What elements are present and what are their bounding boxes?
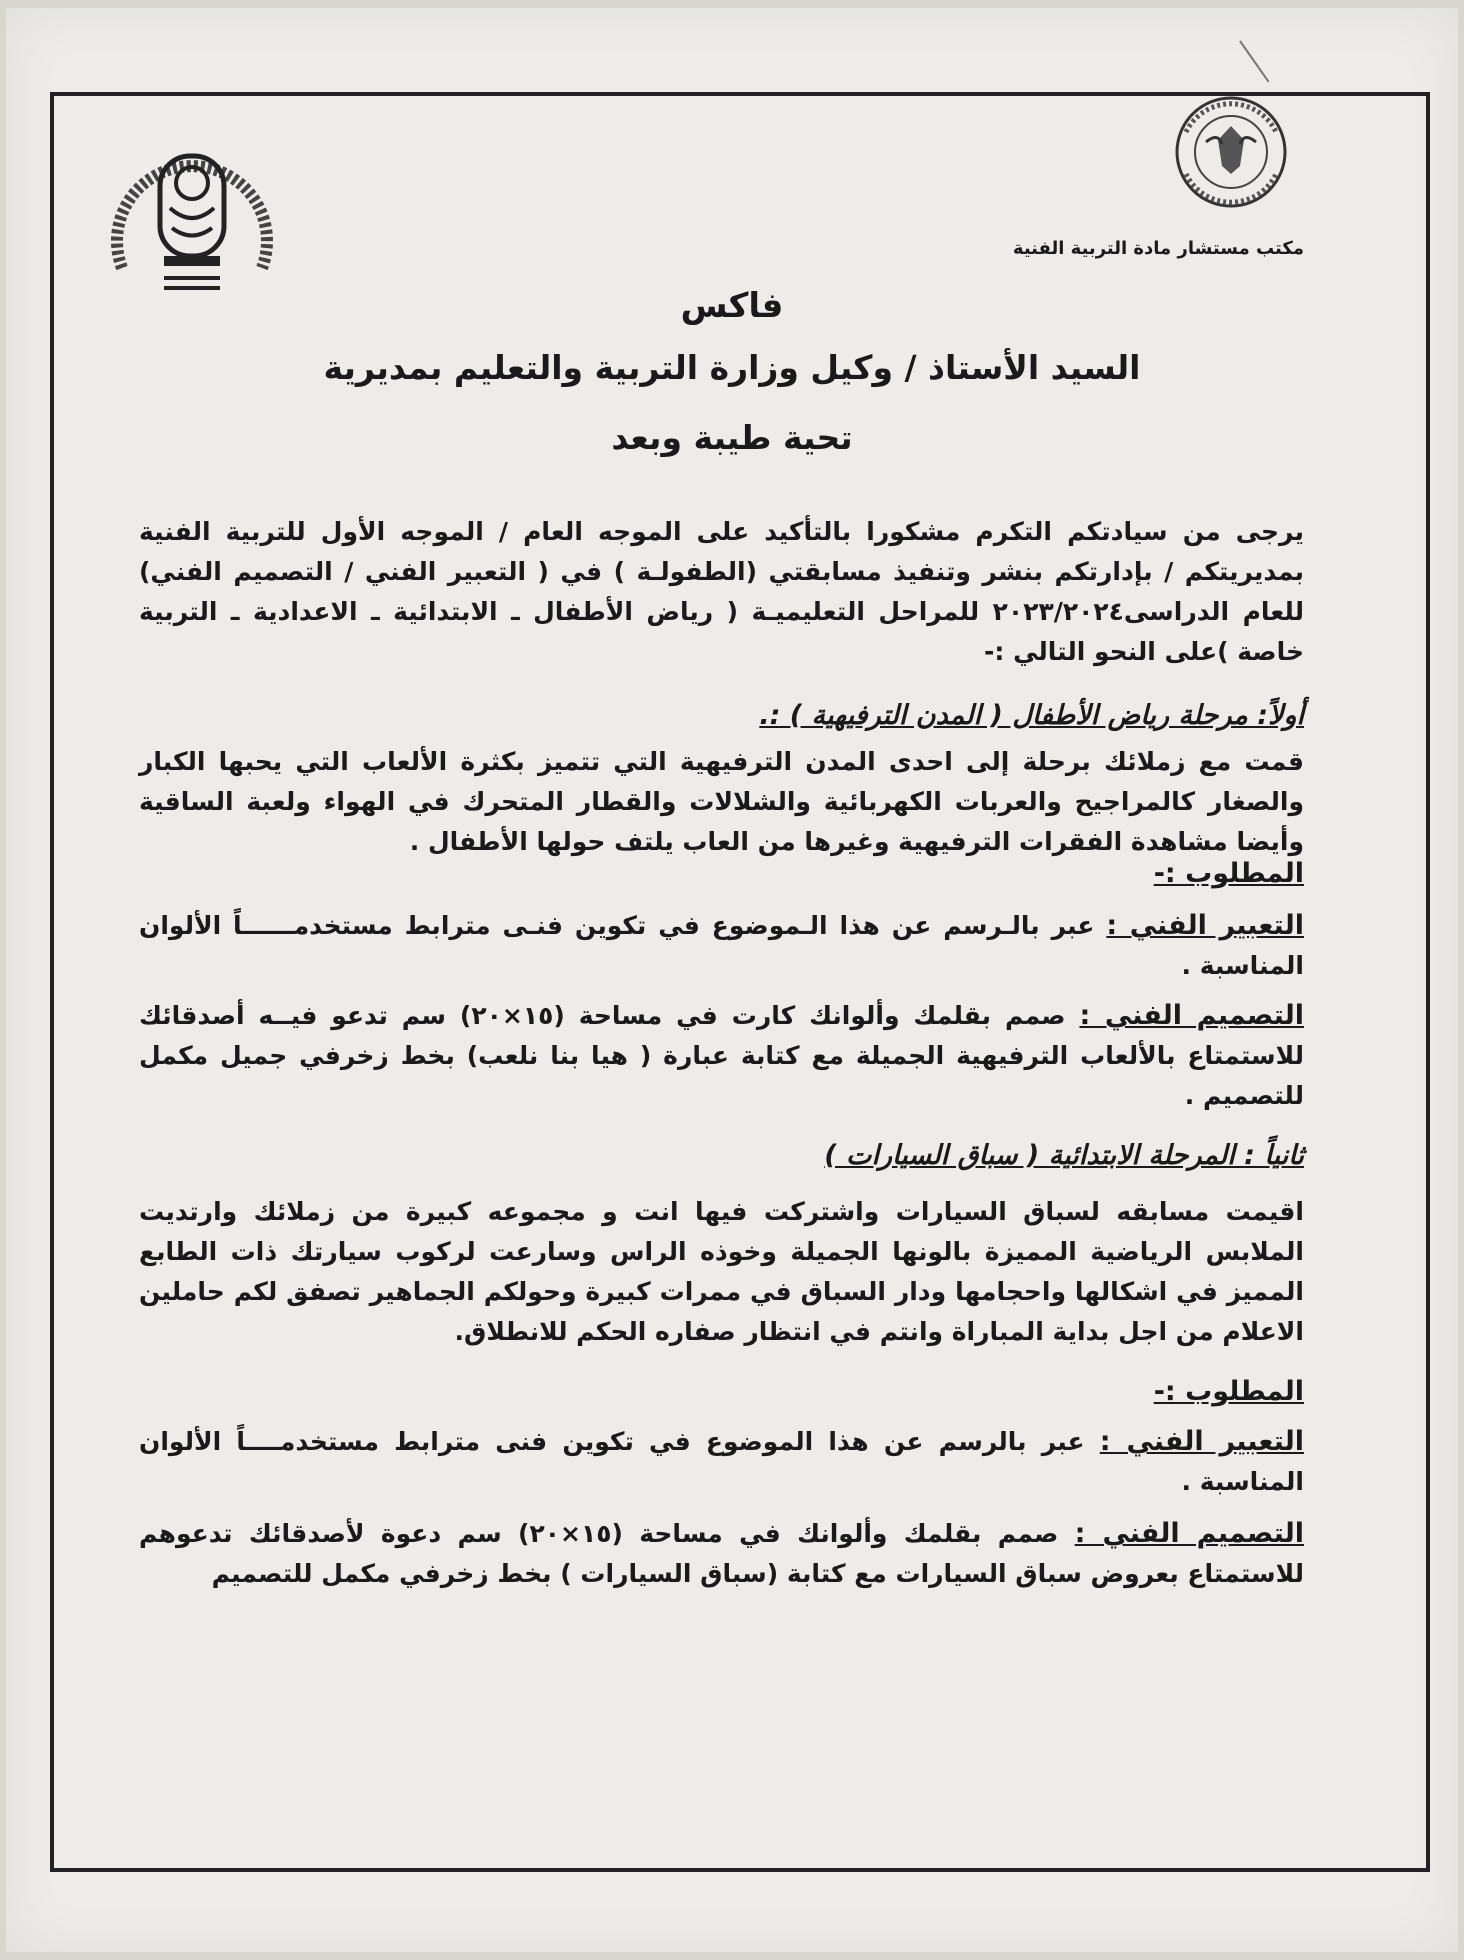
section1-design-label: التصميم الفني : <box>1079 1000 1304 1031</box>
section1-expression-label: التعبير الفني : <box>1106 910 1304 941</box>
section1-story: قمت مع زملائك برحلة إلى احدى المدن الترفيهية التي تتميز بكثرة الألعاب التي يحبها الكبار والصغار كالمراجيح والعربات الكهربائية والشلالات والقطار المتحرك في الهواء ولعبة الساقية وأيضا مشاهدة الفقرات الترفيهية وغيرها من العاب يلتف حولها الأطفال . <box>139 747 1304 856</box>
intro-paragraph: يرجى من سيادتكم التكرم مشكورا بالتأكيد على الموجه العام / الموجه الأول للتربية الفنية بمديريتكم / بإدارتكم بنشر وتنفيذ مسابقتي (الطفولـة ) في ( التعبير الفني / التصميم الفني) للعام الدراسى٢٠٢٣/٢٠٢٤ للمراحل التعليميـة ( رياض الأطفال ـ الابتدائية ـ الاعدادية ـ التربية خاصة )على النحو التالي :- <box>139 517 1304 666</box>
section1-design <box>139 996 1304 1116</box>
section2-expression-text: عبر بالرسم عن هذا الموضوع في تكوين فنى مترابط مستخدمــــاً الألوان المناسبة . <box>139 1427 1304 1496</box>
section1-required-label: المطلوب :- <box>1153 858 1304 889</box>
section2-design-text: صمم بقلمك وألوانك في مساحة (١٥×٢٠) سم دعوة لأصدقائك تدعوهم للاستمتاع بعروض سباق السيارات مع كتابة (سباق السيارات ) بخط زخرفي مكمل للتصميم <box>139 1519 1304 1588</box>
section2-design-label: التصميم الفني : <box>1074 1518 1304 1549</box>
ministry-emblem-icon <box>1156 92 1306 212</box>
office-label: مكتب مستشار مادة التربية الفنية <box>1012 238 1304 259</box>
section2-story: اقيمت مسابقه لسباق السيارات واشتركت فيها انت و مجموعه كبيرة من زملائك وارتديت الملابس الرياضية المميزة بالونها الجميلة وخوذه الراس وسارعت لركوب سيارتك ذات الطابع المميز في اشكالها واحجامها ودار السباق في ممرات كبيرة وحولكم الجماهير تصفق لكم حاملين الاعلام من اجل بداية المباراة وانتم في انتظار صفاره الحكم للانطلاق. <box>139 1197 1304 1346</box>
section1-expression-text: عبر بالـرسم عن هذا الـموضوع في تكوين فنـى مترابط مستخدمــــــاً الألوان المناسبة . <box>139 911 1304 980</box>
section2-heading: ثانياً : المرحلة الابتدائية ( سباق السيارات ) <box>824 1140 1304 1171</box>
addressee-line: السيد الأستاذ / وكيل وزارة التربية والتعليم بمديرية <box>323 348 1141 387</box>
section2-expression-label: التعبير الفني : <box>1099 1426 1304 1457</box>
section1-design-text: صمم بقلمك وألوانك كارت في مساحة (١٥×٢٠) سم تدعو فيــه أصدقائك للاستمتاع بالألعاب الترفيهية الجميلة مع كتابة عبارة ( هيا بنا نلعب) بخط زخرفي جميل مكمل للتصميم . <box>139 1001 1304 1110</box>
fax-title: فاكس <box>680 286 784 326</box>
section2-expression <box>139 1422 1304 1502</box>
greeting-line: تحية طيبة وبعد <box>611 418 853 457</box>
section1-heading: أولاً: مرحلة رياض الأطفال ( المدن الترفيهية ) :. <box>759 700 1304 731</box>
section2-design <box>139 1514 1304 1594</box>
section1-expression <box>139 906 1304 986</box>
art-office-seal-icon <box>92 118 292 298</box>
section2-required-label: المطلوب :- <box>1153 1376 1304 1407</box>
